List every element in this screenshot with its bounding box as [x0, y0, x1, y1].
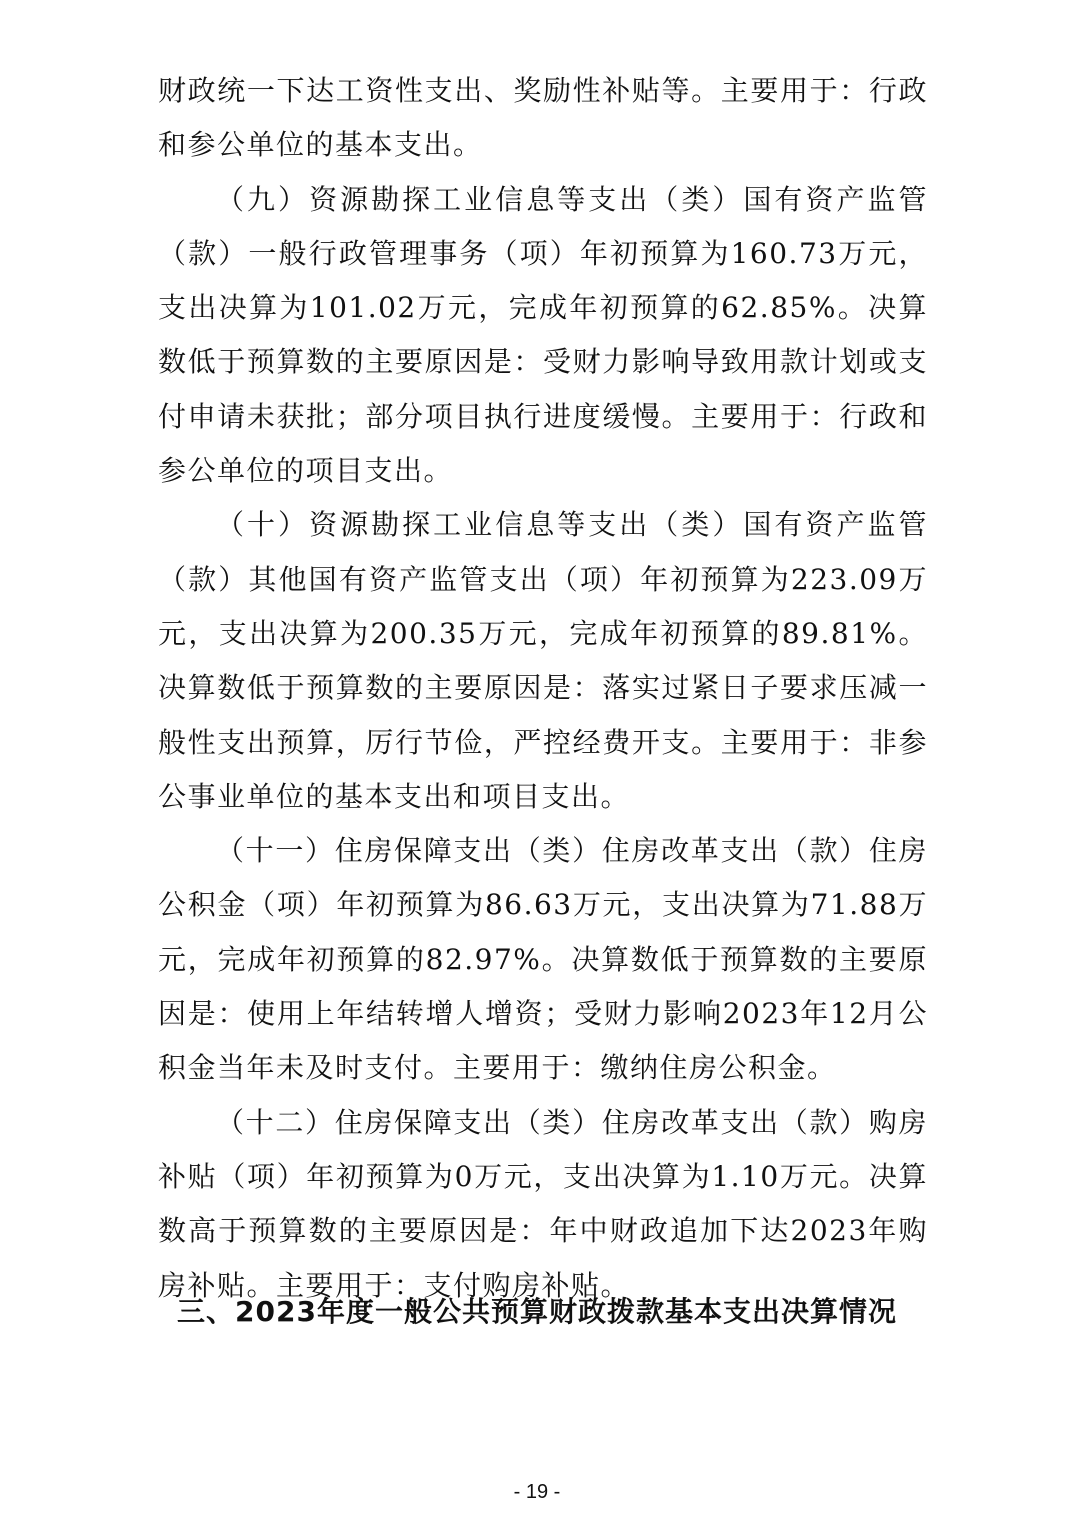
paragraph-continuation: 财政统一下达工资性支出、奖励性补贴等。主要用于：行政和参公单位的基本支出。 — [158, 74, 928, 162]
paragraph-item-11: （十一）住房保障支出（类）住房改革支出（款）住房公积金（项）年初预算为86.63万元，支出决算为71.88万元，完成年初预算的82.97%。决算数低于预算数的主要原因是：使用上年结转增人增资；受财力影响2023年12月公积金当年未及时支付。主要用于：缴纳住房公积金。 — [158, 834, 928, 1085]
page-number: - 19 - — [513, 1481, 561, 1503]
paragraph-item-12: （十二）住房保障支出（类）住房改革支出（款）购房补贴（项）年初预算为0万元，支出决算为1.10万元。决算数高于预算数的主要原因是：年中财政追加下达2023年购房补贴。主要用于：支付购房补贴。 — [158, 1105, 928, 1302]
paragraph-item-10: （十）资源勘探工业信息等支出（类）国有资产监管（款）其他国有资产监管支出（项）年初预算为223.09万元，支出决算为200.35万元，完成年初预算的89.81%。决算数低于预算数的主要原因是：落实过紧日子要求压减一般性支出预算，厉行节俭，严控经费开支。主要用于：非参公事业单位的基本支出和项目支出。 — [158, 508, 928, 813]
document-body — [158, 64, 928, 1313]
paragraph-item-9: （九）资源勘探工业信息等支出（类）国有资产监管（款）一般行政管理事务（项）年初预算为160.73万元，支出决算为101.02万元，完成年初预算的62.85%。决算数低于预算数的主要原因是：受财力影响导致用款计划或支付申请未获批；部分项目执行进度缓慢。主要用于：行政和参公单位的项目支出。 — [158, 182, 928, 488]
section-heading: 三、2023年度一般公共预算财政拨款基本支出决算情况 — [177, 1295, 897, 1328]
